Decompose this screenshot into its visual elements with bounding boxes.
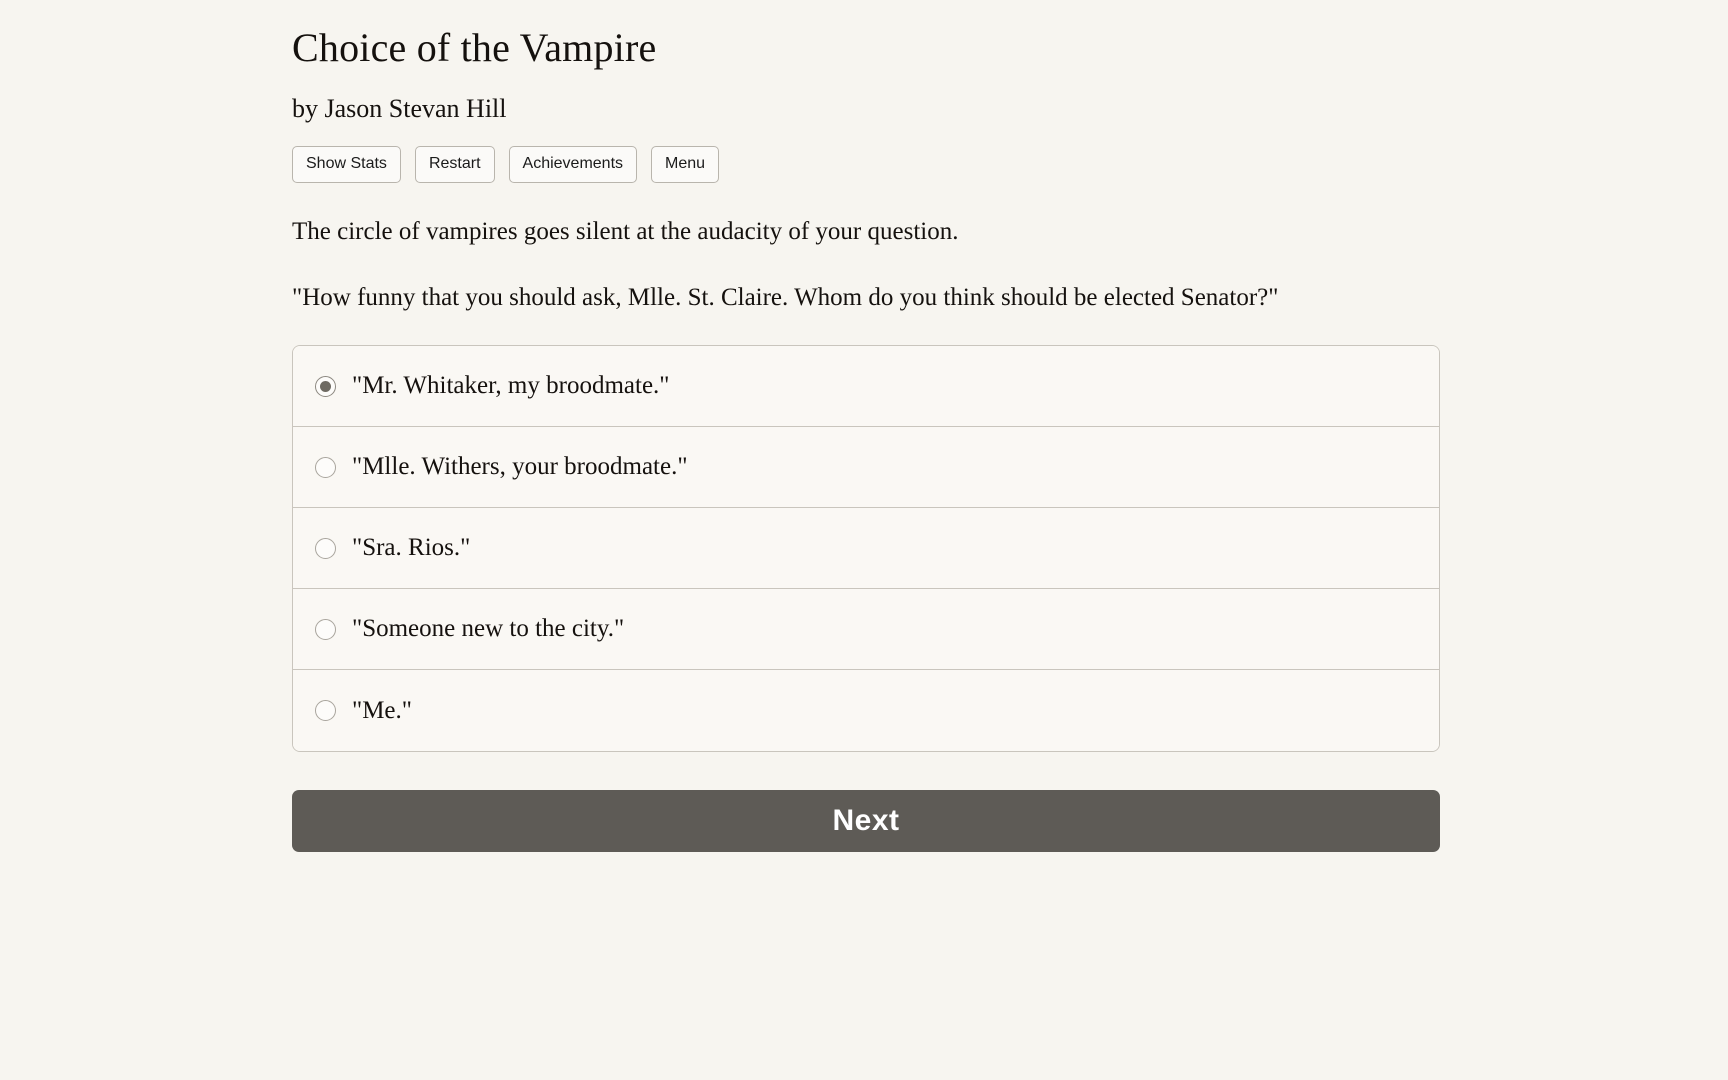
choice-label: "Mlle. Withers, your broodmate." [352,453,688,480]
story-text [292,213,1452,317]
choice-option[interactable] [293,589,1439,670]
choice-option[interactable] [293,346,1439,427]
radio-icon[interactable] [315,700,336,721]
show-stats-button[interactable]: Show Stats [292,146,401,183]
choice-option[interactable] [293,508,1439,589]
choice-label: "Sra. Rios." [352,534,471,561]
next-button[interactable]: Next [292,790,1440,852]
radio-icon[interactable] [315,538,336,559]
toolbar [292,146,1452,183]
content-column [292,0,1452,852]
radio-icon[interactable] [315,457,336,478]
radio-icon[interactable] [315,619,336,640]
choice-label: "Me." [352,696,412,724]
menu-button[interactable]: Menu [651,146,719,183]
choice-option[interactable] [293,427,1439,508]
choice-label: "Mr. Whitaker, my broodmate." [352,372,670,399]
story-paragraph: "How funny that you should ask, Mlle. St. Claire. Whom do you think should be elected Senator?" [292,284,1279,311]
choice-label: "Someone new to the city." [352,615,625,642]
achievements-button[interactable]: Achievements [509,146,638,183]
choice-list [292,345,1440,752]
author-byline: by Jason Stevan Hill [292,94,507,123]
page-title: Choice of the Vampire [292,25,657,70]
choice-option[interactable] [293,670,1439,751]
radio-icon[interactable] [315,376,336,397]
restart-button[interactable]: Restart [415,146,495,183]
story-paragraph: The circle of vampires goes silent at the audacity of your question. [292,218,959,245]
